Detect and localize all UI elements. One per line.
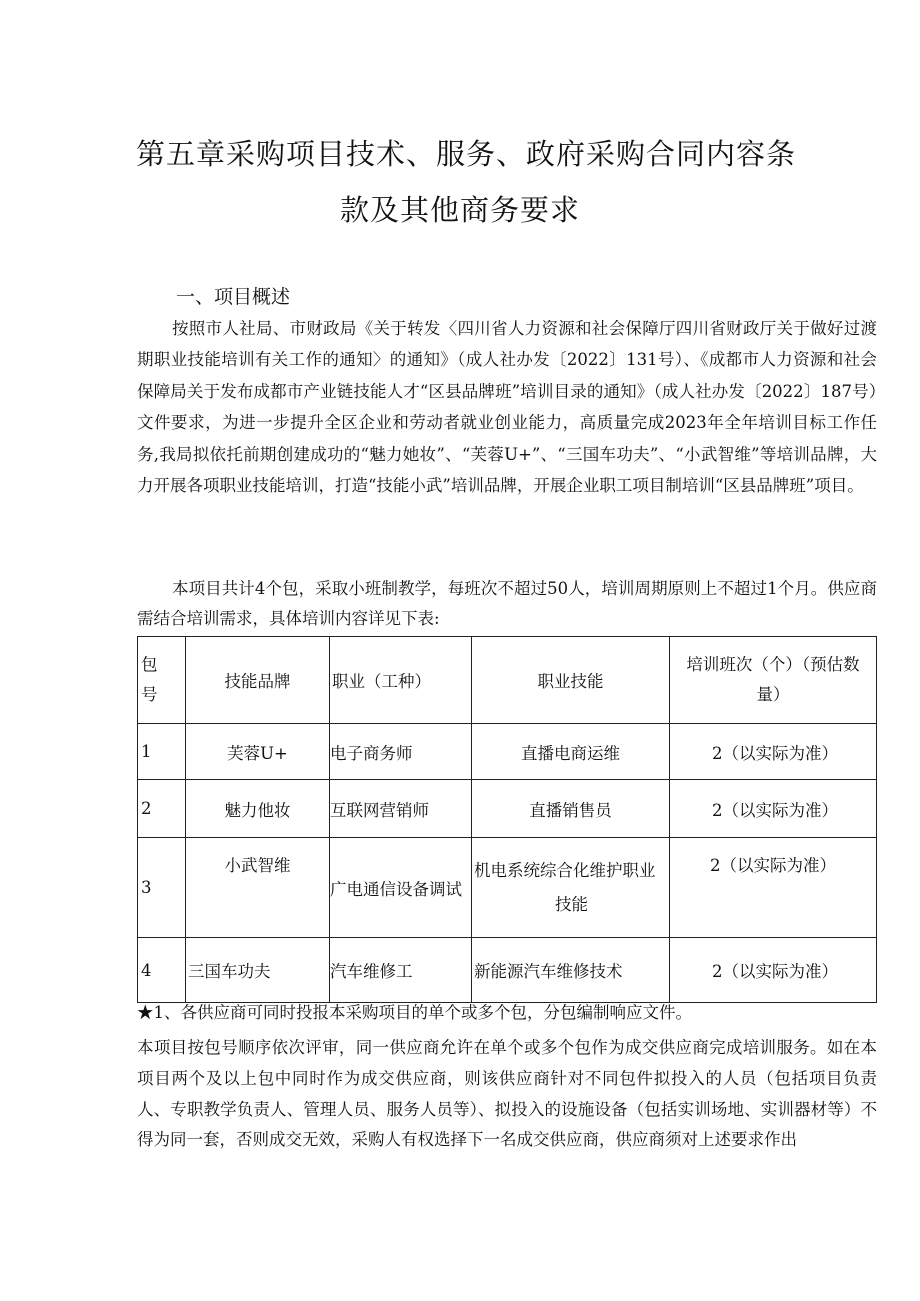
cell-classes: 2（以实际为准） (670, 780, 877, 838)
header-classes-line1: 培训班次（个）（预估数 (686, 655, 860, 674)
header-package-no (138, 637, 186, 724)
cell-classes: 2（以实际为准） (670, 724, 877, 780)
cell-job: 电子商务师 (330, 724, 472, 780)
header-brand: 技能品牌 (186, 637, 330, 724)
cell-package-no: 3 (138, 838, 186, 938)
evaluation-paragraph: 本项目按包号顺序依次评审，同一供应商允许在单个或多个包作为成交供应商完成培训服务。如在本项目两个及以上包中同时作为成交供应商，则该供应商针对不同包件拟投入的人员（包括项目负责人、专职教学负责人、管理人员、服务人员等）、拟投入的设施设备（包括实训场地、实训器材等）不得为同一套，否则成交无效，采购人有权选择下一名成交供应商，供应商须对上述要求作出 (137, 1038, 877, 1150)
cell-package-no: 1 (138, 724, 186, 780)
cell-skill: 新能源汽车维修技术 (472, 938, 670, 1003)
header-skill: 职业技能 (472, 637, 670, 724)
package-paragraph: 本项目共计4个包，采取小班制教学，每班次不超过50人，培训周期原则上不超过1个月。供应商需结合培训需求，具体培训内容详见下表: (137, 579, 877, 628)
cell-classes: 2（以实际为准） (670, 938, 877, 1003)
table-header-row (138, 637, 877, 724)
cell-skill: 直播电商运维 (472, 724, 670, 780)
table-row (138, 838, 877, 938)
cell-skill (472, 838, 670, 938)
cell-job: 互联网营销师 (330, 780, 472, 838)
header-classes-line2: 量） (756, 685, 790, 704)
cell-brand: 小武智维 (186, 838, 330, 938)
cell-package-no: 4 (138, 938, 186, 1003)
cell-brand: 魅力他妆 (186, 780, 330, 838)
header-package-no-line2: 号 (141, 685, 158, 704)
header-package-no-line1: 包 (141, 655, 158, 674)
cell-skill: 直播销售员 (472, 780, 670, 838)
cell-skill-line1: 机电系统综合化维护职业 (474, 860, 656, 880)
table-row (138, 938, 877, 1003)
cell-package-no: 2 (138, 780, 186, 838)
section-heading: 一、项目概述 (176, 286, 291, 308)
table-row (138, 724, 877, 780)
overview-paragraph: 按照市人社局、市财政局《关于转发〈四川省人力资源和社会保障厅四川省财政厅关于做好过渡期职业技能培训有关工作的通知〉的通知》（成人社办发〔2022〕131号）、《成都市人力资源和社会保障局关于发布成都市产业链技能人才“区县品牌班”培训目录的通知》（成人社办发〔2022〕187号）文件要求，为进一步提升全区企业和劳动者就业创业能力，高质量完成2023年全年培训目标工作任务,我局拟依托前期创建成功的“魅力她妆”、“芙蓉U+”、“三国车功夫”、“小武智维”等培训品牌，大力开展各项职业技能培训，打造“技能小武”培训品牌，开展企业职工项目制培训“区县品牌班”项目。 (137, 319, 877, 496)
cell-classes: 2（以实际为准） (670, 838, 877, 938)
cell-job: 广电通信设备调试 (330, 838, 472, 938)
training-table (137, 636, 877, 1003)
cell-brand: 三国车功夫 (186, 938, 330, 1003)
chapter-title-line1: 第五章采购项目技术、服务、政府采购合同内容条 (135, 137, 796, 171)
header-job: 职业（工种） (330, 637, 472, 724)
cell-brand: 芙蓉U+ (186, 724, 330, 780)
star-requirement-note: ★1、各供应商可同时投报本采购项目的单个或多个包，分包编制响应文件。 (137, 1003, 692, 1022)
cell-skill-line2: 技能 (555, 894, 588, 914)
header-classes (670, 637, 877, 724)
chapter-title-line2: 款及其他商务要求 (339, 193, 580, 227)
table-row (138, 780, 877, 838)
cell-job: 汽车维修工 (330, 938, 472, 1003)
